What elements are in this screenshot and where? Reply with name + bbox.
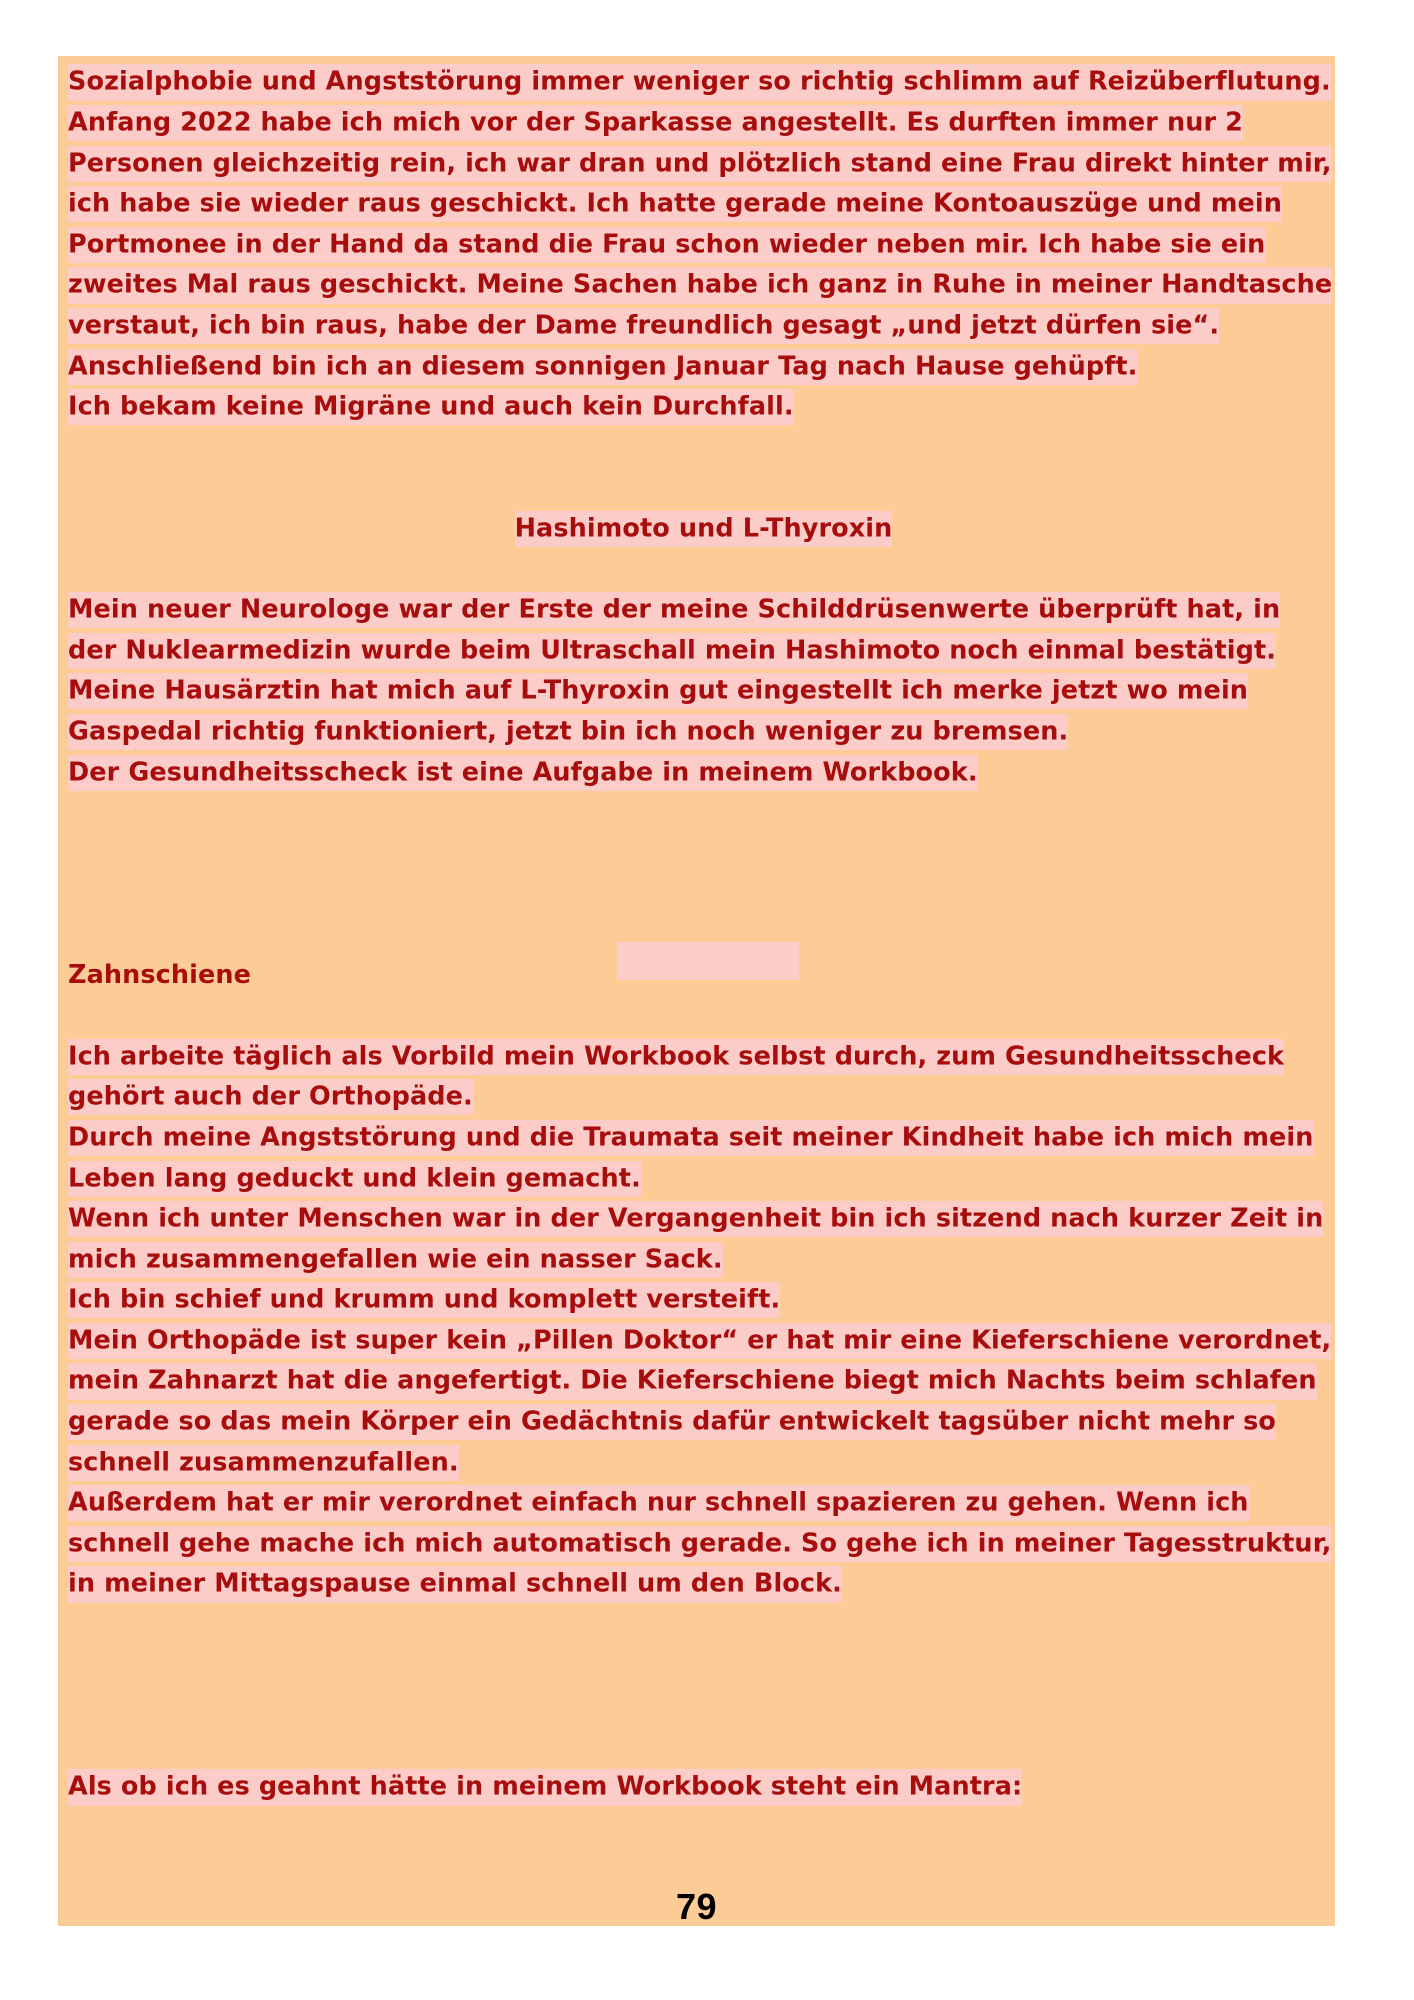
spacer (68, 793, 1333, 955)
spacer (68, 1605, 1333, 1767)
paragraph-angststoerung (68, 1117, 1333, 1198)
document-page (58, 56, 1335, 1926)
paragraph-orthopaede (68, 1036, 1333, 1117)
paragraph-hausaerztin (68, 671, 1333, 752)
spacer (68, 996, 1333, 1037)
paragraph-menschen (68, 1199, 1333, 1280)
document-body (68, 62, 1333, 1808)
paragraph-text: Mein Orthopäde ist super kein „Pillen Doktor“ er hat mir eine Kieferschiene verordnet, mein Zahnarzt hat die angefertigt. Die Kieferschiene biegt mich Nachts beim schlafen gerade so das mein Körper ein Gedächtnis dafür entwickelt tagsüber nicht mehr so schnell zusammenzufallen. (68, 1323, 1331, 1481)
spacer (68, 549, 1333, 590)
paragraph-reizueberflutung (68, 62, 1333, 103)
paragraph-text: Ich bin schief und krumm und komplett versteift. (68, 1282, 780, 1318)
paragraph-migraene (68, 387, 1333, 428)
paragraph-text: Durch meine Angststörung und die Traumata seit meiner Kindheit habe ich mich mein Leben lang geduckt und klein gemacht. (68, 1120, 1314, 1197)
spacer (68, 427, 1333, 508)
paragraph-gesundheitsscheck (68, 752, 1333, 793)
paragraph-text: Meine Hausärztin hat mich auf L-Thyroxin gut eingestellt ich merke jetzt wo mein Gaspedal richtig funktioniert, jetzt bin ich noch weniger zu bremsen. (68, 673, 1248, 750)
section-heading-text: Hashimoto und L-Thyroxin (515, 511, 893, 547)
paragraph-text: Sozialphobie und Angststörung immer weniger so richtig schlimm auf Reizüberflutung. (68, 64, 1331, 100)
paragraph-text: Außerdem hat er mir verordnet einfach nur schnell spazieren zu gehen. Wenn ich schnell gehe mache ich mich automatisch gerade. So gehe ich in meiner Tagesstruktur, in meiner Mittagspause einmal schnell um den Block. (68, 1485, 1331, 1602)
paragraph-kieferschiene (68, 1320, 1333, 1482)
paragraph-text: Wenn ich unter Menschen war in der Vergangenheit bin ich sitzend nach kurzer Zeit in mich zusammengefallen wie ein nasser Sack. (68, 1201, 1323, 1278)
paragraph-text: Der Gesundheitsscheck ist eine Aufgabe in meinem Workbook. (68, 755, 978, 791)
empty-highlight-box (617, 942, 799, 980)
paragraph-text: Anfang 2022 habe ich mich vor der Sparkasse angestellt. Es durften immer nur 2 Personen gleichzeitig rein, ich war dran und plötzlich stand eine Frau direkt hinter mir, ich habe sie wieder raus geschickt. Ich hatte gerade meine Kontoauszüge und mein Portmonee in der Hand da stand die Frau schon wieder neben mir. Ich habe sie ein zweites Mal raus geschickt. Meine Sachen habe ich ganz in Ruhe in meiner Handtasche verstaut, ich bin raus, habe der Dame freundlich gesagt „und jetzt dürfen sie“. Anschließend bin ich an diesem sonnigen Januar Tag nach Hause gehüpft. (68, 105, 1332, 385)
paragraph-versteift (68, 1280, 1333, 1321)
paragraph-text: Ich arbeite täglich als Vorbild mein Workbook selbst durch, zum Gesundheitsscheck gehört auch der Orthopäde. (68, 1039, 1284, 1116)
paragraph-spazieren (68, 1483, 1333, 1605)
paragraph-text: Ich bekam keine Migräne und auch kein Durchfall. (68, 389, 794, 425)
paragraph-sparkasse (68, 103, 1333, 387)
paragraph-neurologe (68, 590, 1333, 671)
paragraph-mantra (68, 1767, 1333, 1808)
page-number: 79 (675, 1886, 718, 1927)
paragraph-text: Als ob ich es geahnt hätte in meinem Workbook steht ein Mantra: (68, 1769, 1022, 1805)
section-heading-text: Zahnschiene (68, 960, 252, 991)
section-heading-hashimoto (68, 509, 1333, 550)
paragraph-text: Mein neuer Neurologe war der Erste der meine Schilddrüsenwerte überprüft hat, in der Nuklearmedizin wurde beim Ultraschall mein Hashimoto noch einmal bestätigt. (68, 592, 1280, 669)
